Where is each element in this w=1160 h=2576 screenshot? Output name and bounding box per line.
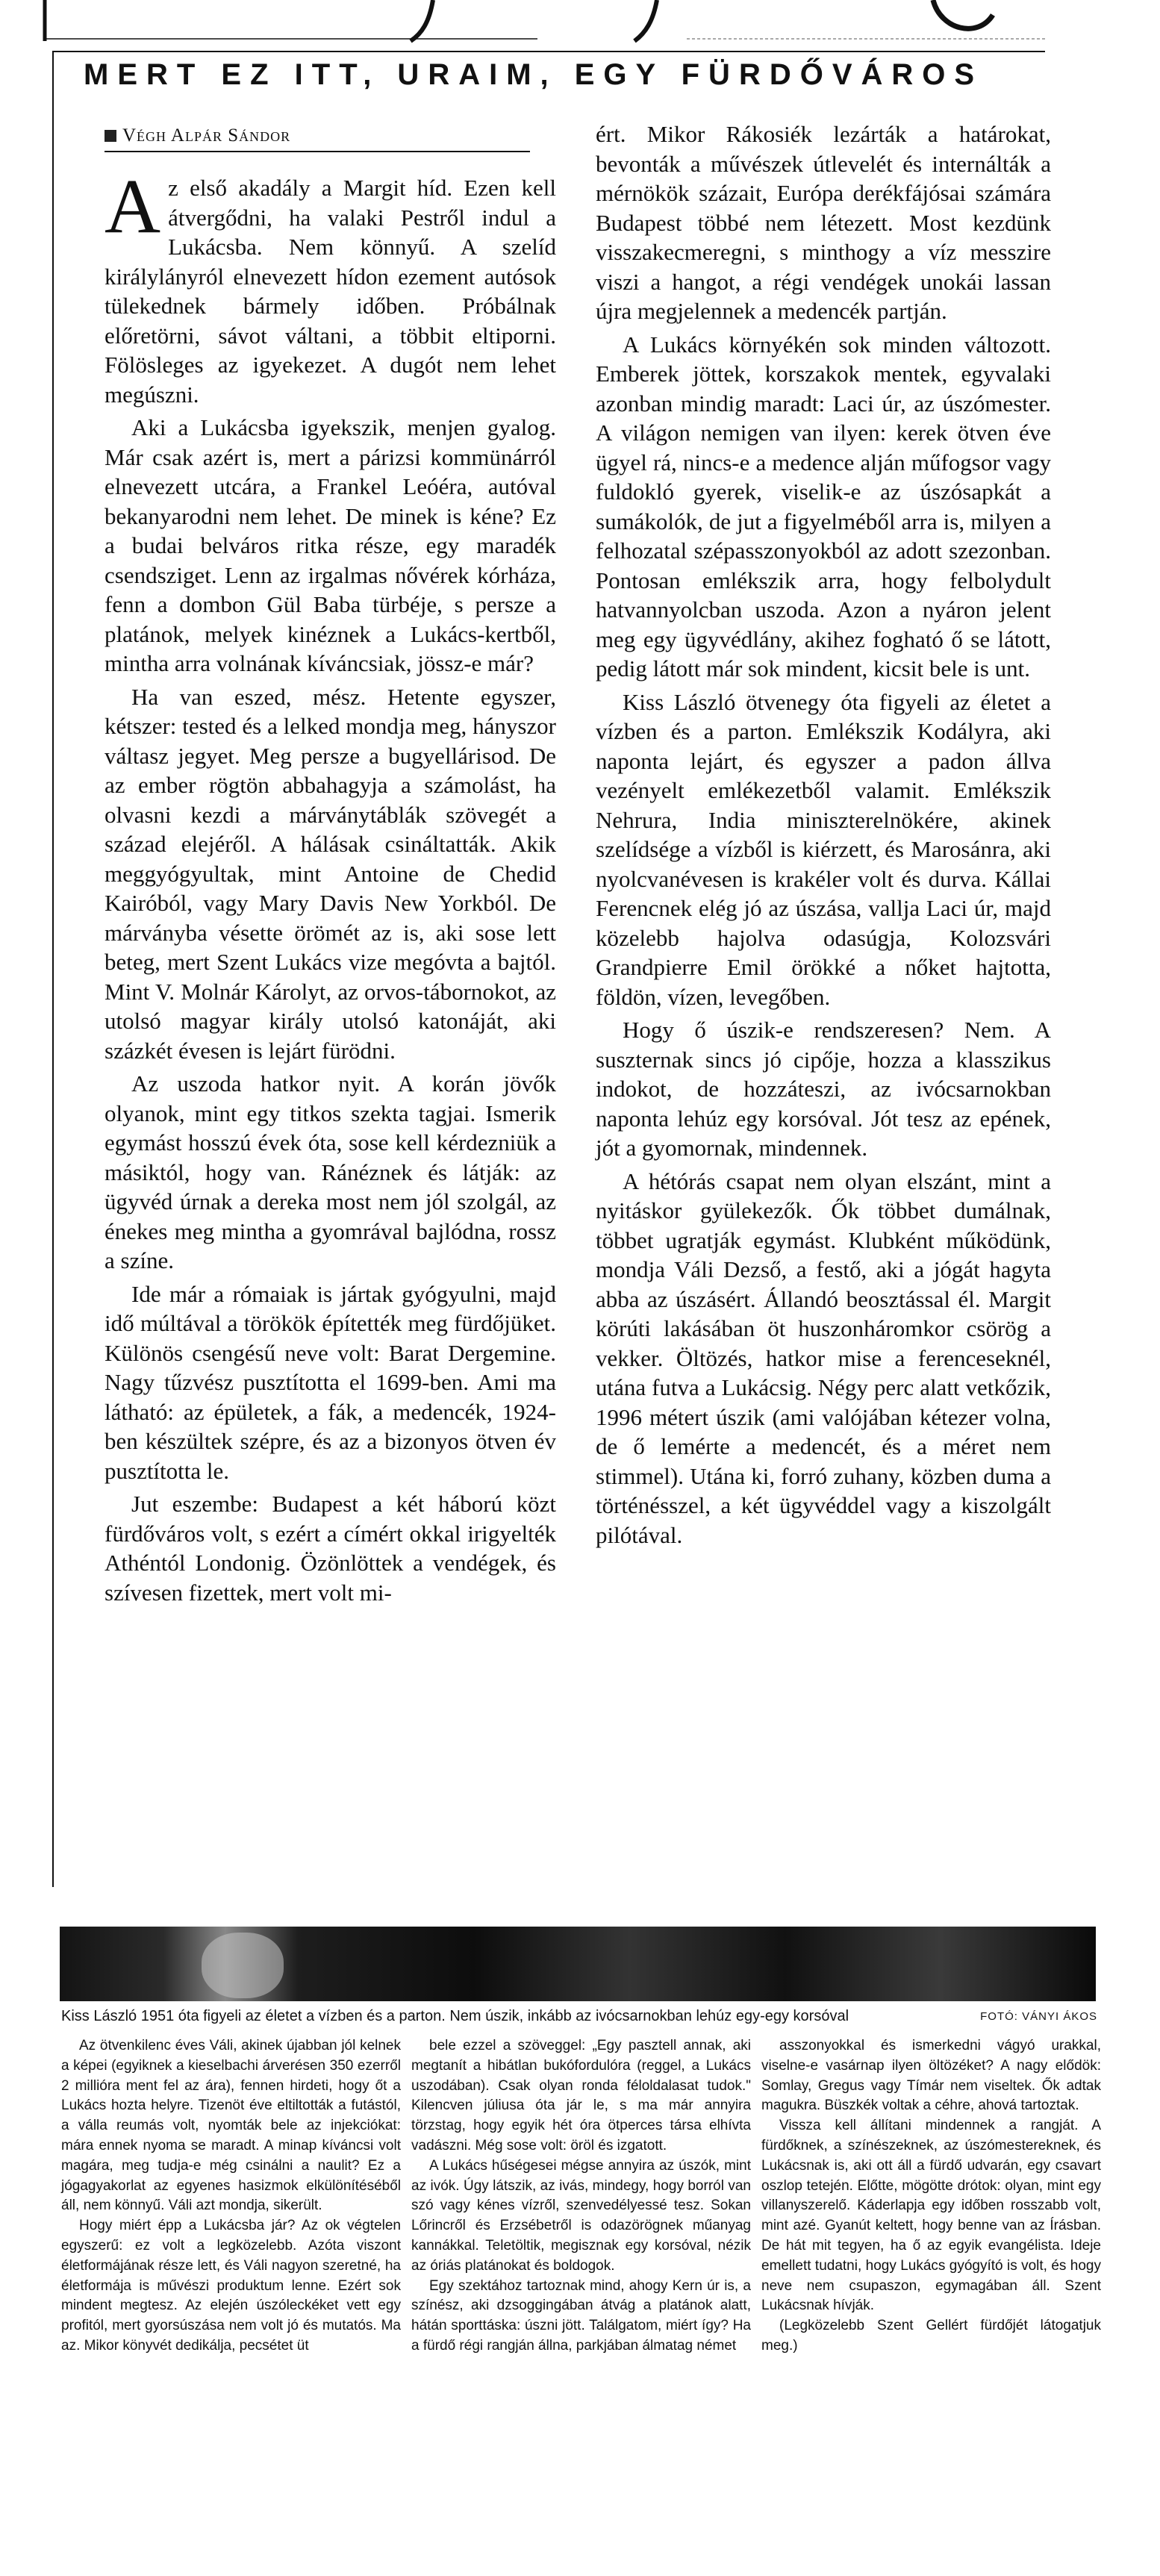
photo-credit: FOTÓ: VÁNYI ÁKOS: [980, 2010, 1097, 2023]
article-paragraph: Aki a Lukácsba igyekszik, menjen gyalog. Már csak azért is, mert a párizsi kommünárról elnevezett utcára, a Frankel Leóéra, autóval bekanyarodni nem lehet. De minek is kéne? Ez a budai belváros ritka része, egy maradék csendsziget. Lenn az irgalmas nővérek kórháza, fenn a dombon Gül Baba türbéje, s persze a platánok, melyek kinéznek a Lukács-kertből, mintha arra volnának kíváncsiak, jössz-e már?: [105, 414, 556, 676]
left-margin-rule: [52, 51, 54, 1887]
drop-cap: A: [105, 163, 161, 249]
sidebar-column-1: [61, 2036, 401, 2357]
sidebar-paragraph: Vissza kell állítani mindennek a rangját. A fürdőknek, a színészeknek, az úszómestereknek, és Lukácsnak is, aki ott áll a fürdő udvarán, egy csavart oszlop tetején. Előtte, mögötte drótok: olyan, mint egy villanyszerelő. Káderlapja egy időben rosszabb volt, mint azé. Gyanút keltett, hogy benne van az Írásban. De hát mit tegyen, ha ő az egyik evangélista. Ideje emellett tudatni, hogy Lukács gyógyító is volt, és hogy neve nem csupaszon, egymagában áll. Szent Lukácsnak hívják.: [761, 2118, 1101, 2314]
article-column-1: [105, 163, 556, 1611]
article-paragraph: Ide már a rómaiak is jártak gyógyulni, majd idő múltával a törökök építették meg fürdőjüket. Különös csengésű neve volt: Barat Dergemine. Nagy tűzvész pusztította el 1699-ben. Ami ma látható: az épületek, a fák, a medencék, 1924-ben készültek szépre, és az a bizonyos ötven év pusztította le.: [105, 1280, 556, 1484]
article-paragraph: A Lukács környékén sok minden változott. Emberek jöttek, korszakok mentek, egyvalaki azonban mindig maradt: Laci úr, az úszómester. A világon nemigen van ilyen: kerek ötven éve ügyel rá, nincs-e a medence alján műfogsor vagy fuldokló gyerek, viselik-e az úszósapkát a sumákolók, de jut a figyelméből arra is, milyen a felhozatal szépasszonyokból az adott szezonban. Pontosan emlékszik arra, hogy felbolydult hatvannyolcban uszoda. Azon a nyáron jelent meg egy ügyvédlány, akihez fogható ő se látott, pedig látott már sok mindent, kicsit bele is unt.: [596, 331, 1051, 682]
article-paragraph: A hétórás csapat nem olyan elszánt, mint a nyitáskor gyülekezők. Ők többet dumálnak, többet ugratják egymást. Klubként működünk, mondja Váli Dezső, a festő, aki a jógát hagyta abba az úszásért. Állandó beosztással él. Margit körúti lakásában öt huszonháromkor csörög a vekker. Öltözés, hatkor mise a ferenceseknél, utána futva a Lukácsig. Négy perc alatt vetkőzik, 1996 métert úszik (ami valójában kétezer volna, de ő lemérte a medencét, és a méret nem stimmel). Utána ki, forró zuhany, közben duma a történésszel, a két ügyvéddel vagy a kiszolgált pilótával.: [596, 1167, 1051, 1548]
sidebar-paragraph: (Legközelebb Szent Gellért fürdőjét látogatjuk meg.): [761, 2318, 1101, 2354]
article-column-2: [596, 119, 1051, 1553]
sidebar-paragraph: Egy szektához tartoznak mind, ahogy Kern úr is, a színész, aki dzsoggingában átvág a platánok alatt, hátán sporttáska: úszni jött. Találgatom, miért így? Ha a fürdő régi rangján állna, parkjában álmatag német: [411, 2277, 751, 2354]
photo-figure: [202, 1933, 284, 1998]
sidebar-column-2: [411, 2036, 751, 2357]
headline-rule: [52, 51, 1045, 52]
article-paragraph: Hogy ő úszik-e rendszeresen? Nem. A suszternak sincs jó cipője, hozza a klasszikus indokot, de hozzáteszi, az ivócsarnokban naponta lehúz egy korsóval. Jót tesz az epének, jót a gyomornak, mindennek.: [596, 1017, 1051, 1161]
article-paragraph: Ha van eszed, mész. Hetente egyszer, kétszer: tested és a lelked mondja meg, hányszor váltasz jegyet. Meg persze a bugyellárisod. De az ember rögtön abbahagyja a számolást, ha olvasni kezdi a márványtáblák szövegét a század elejéről. A hálásak csináltatták. Akik meggyógyultak, mint Antoine de Chedid Kairóból, vagy Mary Davis New Yorkból. De márványba vésette örömét az is, aki sose lett beteg, mert Szent Lukács vize megóvta a bajtól. Mint V. Molnár Károlyt, az orvos-tábornokot, az utolsó magyar király utolsó katonáját, aki százkét évesen is lejárt fürödni.: [105, 683, 556, 1064]
photo-strip: [60, 1927, 1096, 2001]
sidebar-paragraph: asszonyokkal és ismerkedni vágyó urakkal, viselne-e vasárnap ilyen öltözéket? A nagy elődök: Somlay, Gregus vagy Tímár nem viseltek. Ők adtak magukra. Büszkék voltak a céhre, ahová tartoztak.: [761, 2038, 1101, 2114]
article-paragraph: Jut eszembe: Budapest a két háború közt fürdőváros volt, s ezért a címért okkal irigyelték Athéntól Londonig. Özönlöttek a vendégek, és szívesen fizettek, mert volt mi-: [105, 1491, 556, 1606]
sidebar-column-3: [761, 2036, 1101, 2357]
sidebar-paragraph: Hogy miért épp a Lukácsba jár? Az ok végtelen egyszerű: ez volt a legközelebb. Azóta viszont életformájának része lett, és Váli nagyon szeretné, ha életformája is művészi produktum lenne. Ezért sok mindent megtesz. Az elején úszóleckéket vett egy profitól, mert gyorsúszása nem volt jó és mutatós. Ma az. Mikor könyvét dedikálja, pecsétet üt: [61, 2218, 401, 2354]
byline-author: Végh Alpár Sándor: [122, 125, 291, 146]
article-paragraph: ért. Mikor Rákosiék lezárták a határokat, bevonták a művészek útlevelét és internálták a mérnökök százait, Európa derékfájósai számára Budapest többé nem létezett. Most kezdünk visszakecmeregni, s minthogy a víz messzire viszi a hangot, a régi vendégek unokái lassan újra megjelennek a medencék partján.: [596, 121, 1051, 324]
sidebar-paragraph: bele ezzel a szöveggel: „Egy pasztell annak, aki megtanít a hibátlan bukófordulóra (reggel, a Lukács uszodában). Csak olyan ronda féloldalasat tudok." Kilencven júliusa óta jár le, s ma már annyira törzstag, hogy egyik hét óra ötperces társa elhívta vadászni. Még sose volt: öröl és izgatott.: [411, 2038, 751, 2154]
masthead-fragment: [15, 0, 1045, 45]
byline-square-icon: [105, 130, 116, 142]
photo-caption: Kiss László 1951 óta figyeli az életet a vízben és a parton. Nem úszik, inkább az ivócsarnokban lehúz egy-egy korsóval: [61, 2008, 849, 2024]
headline: MERT EZ ITT, URAIM, EGY FÜRDŐVÁROS: [84, 58, 984, 91]
article-paragraph: Kiss László ötvenegy óta figyeli az életet a vízben és a parton. Emlékszik Kodályra, aki naponta lejárt, és egyszer a padon állva vezényelt emlékezetből valamit. Emlékszik Nehrura, India miniszterelnökére, akinek szelídsége a vízből is kiérzett, és Marosánra, aki nyolcvanévesen is krakéler volt és durva. Kállai Ferencnek elég jó az úszása, vallja Laci úr, majd közelebb hajolva odasúgja, Kolozsvári Grandpierre Emil örökké a nőket hajtotta, földön, vízen, levegőben.: [596, 688, 1051, 1010]
article-paragraph: Az uszoda hatkor nyit. A korán jövők olyanok, mint egy titkos szekta tagjai. Ismerik egymást hosszú évek óta, sose kell kérdezniük a másiktól, hogy van. Ránéznek és látják: az ügyvéd úrnak a dereka most nem jól szolgál, az énekes meg mintha a gyomrával bajlódna, rossz a színe.: [105, 1070, 556, 1273]
byline-rule: [105, 151, 530, 152]
byline: [105, 125, 290, 146]
sidebar-paragraph: A Lukács hűségesei mégse annyira az úszók, mint az ivók. Úgy látszik, az ivás, mindegy, hogy borról van szó vagy kénes vízről, szenvedélyessé tesz. Sokan Lőrincről és Erzsébetről is odazörögnek műanyag kannákkal. Teletöltik, megisznak egy korsóval, nézik az óriás platánokat és boldogok.: [411, 2157, 751, 2274]
sidebar-paragraph: Az ötvenkilenc éves Váli, akinek újabban jól kelnek a képei (egyiknek a kieselbachi árverésen 350 ezerről 2 millióra ment fel az ára), fennen hirdeti, hogy őt a Lukács hozta helyre. Tizenöt éve eltiltották a futástól, a válla reumás volt, nyomták bele az injekciókat: mára ennek nyoma se maradt. A minap kíváncsi volt magára, meg tudja-e még csinálni a naulit? Ez a jógagyakorlat az egyenes hasizmok elkülönítéséből áll, nem könnyű. Váli azt mondja, sikerült.: [61, 2038, 401, 2214]
article-paragraph: Az első akadály a Margit híd. Ezen kell átvergődni, ha valaki Pestről indul a Lukácsba. Nem könnyű. A szelíd királylányról elnevezett hídon ezement autósok tülekednek bármely időben. Próbálnak előretörni, sávot váltani, a többit eltiporni. Fölösleges az igyekezet. A dugót nem lehet megúszni.: [105, 163, 556, 408]
